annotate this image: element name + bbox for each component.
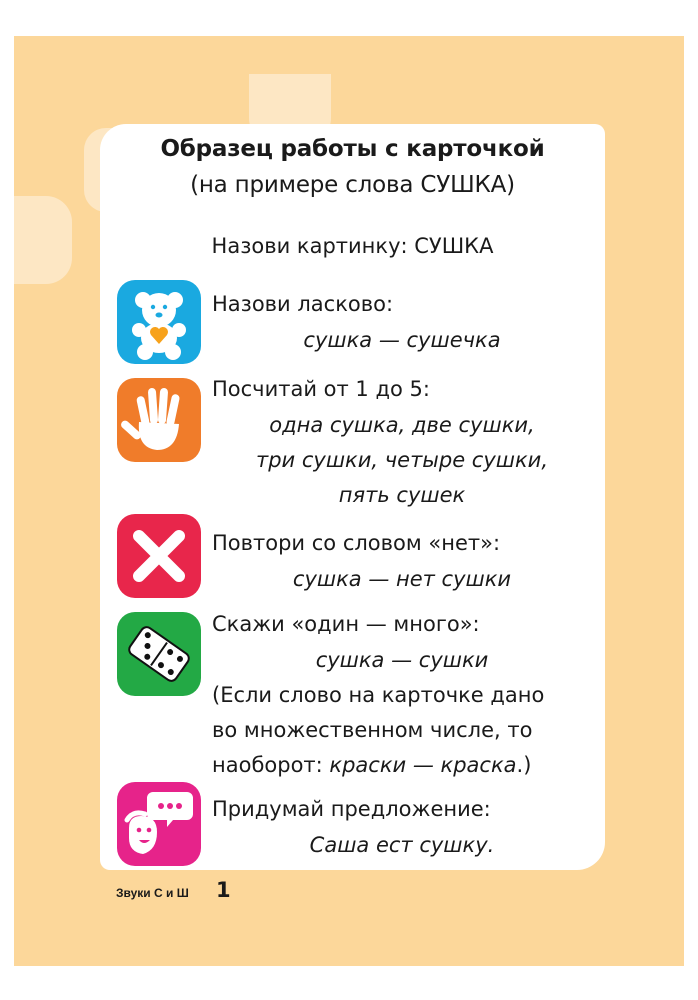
task-label: Назови ласково: bbox=[212, 292, 394, 316]
note-prefix: наоборот: bbox=[212, 753, 330, 777]
task-label: Повтори со словом «нет»: bbox=[212, 531, 501, 555]
task-example: пять сушек bbox=[338, 483, 466, 507]
speaking-face-icon bbox=[117, 782, 201, 866]
task-label: Скажи «один — много»: bbox=[212, 612, 480, 636]
task-example: сушка — нет сушки bbox=[292, 567, 512, 591]
decor-square bbox=[14, 196, 72, 284]
note-suffix: .) bbox=[516, 753, 532, 777]
task-note: во множественном числе, то bbox=[212, 718, 533, 742]
page-subtitle: (на примере слова СУШКА) bbox=[190, 172, 515, 198]
task-example: Саша ест сушку. bbox=[309, 833, 495, 857]
task-example: одна сушка, две сушки, bbox=[269, 413, 535, 437]
task-label: Посчитай от 1 до 5: bbox=[212, 377, 430, 401]
page-title: Образец работы с карточкой bbox=[160, 136, 545, 162]
task-example: сушка — сушечка bbox=[303, 328, 501, 352]
page-number: 1 bbox=[216, 878, 231, 902]
task-note: (Если слово на карточке дано bbox=[212, 683, 545, 707]
hand-icon bbox=[117, 378, 201, 462]
cross-icon bbox=[117, 514, 201, 598]
footer-label: Звуки С и Ш bbox=[116, 886, 189, 900]
task-note-last bbox=[212, 753, 531, 777]
name-picture-instruction: Назови картинку: СУШКА bbox=[211, 234, 494, 258]
note-example: краски — краска bbox=[329, 753, 517, 777]
task-example: сушка — сушки bbox=[315, 648, 489, 672]
domino-icon bbox=[117, 612, 201, 696]
task-example: три сушки, четыре сушки, bbox=[255, 448, 549, 472]
teddy-bear-icon bbox=[117, 280, 201, 364]
task-label: Придумай предложение: bbox=[212, 797, 491, 821]
